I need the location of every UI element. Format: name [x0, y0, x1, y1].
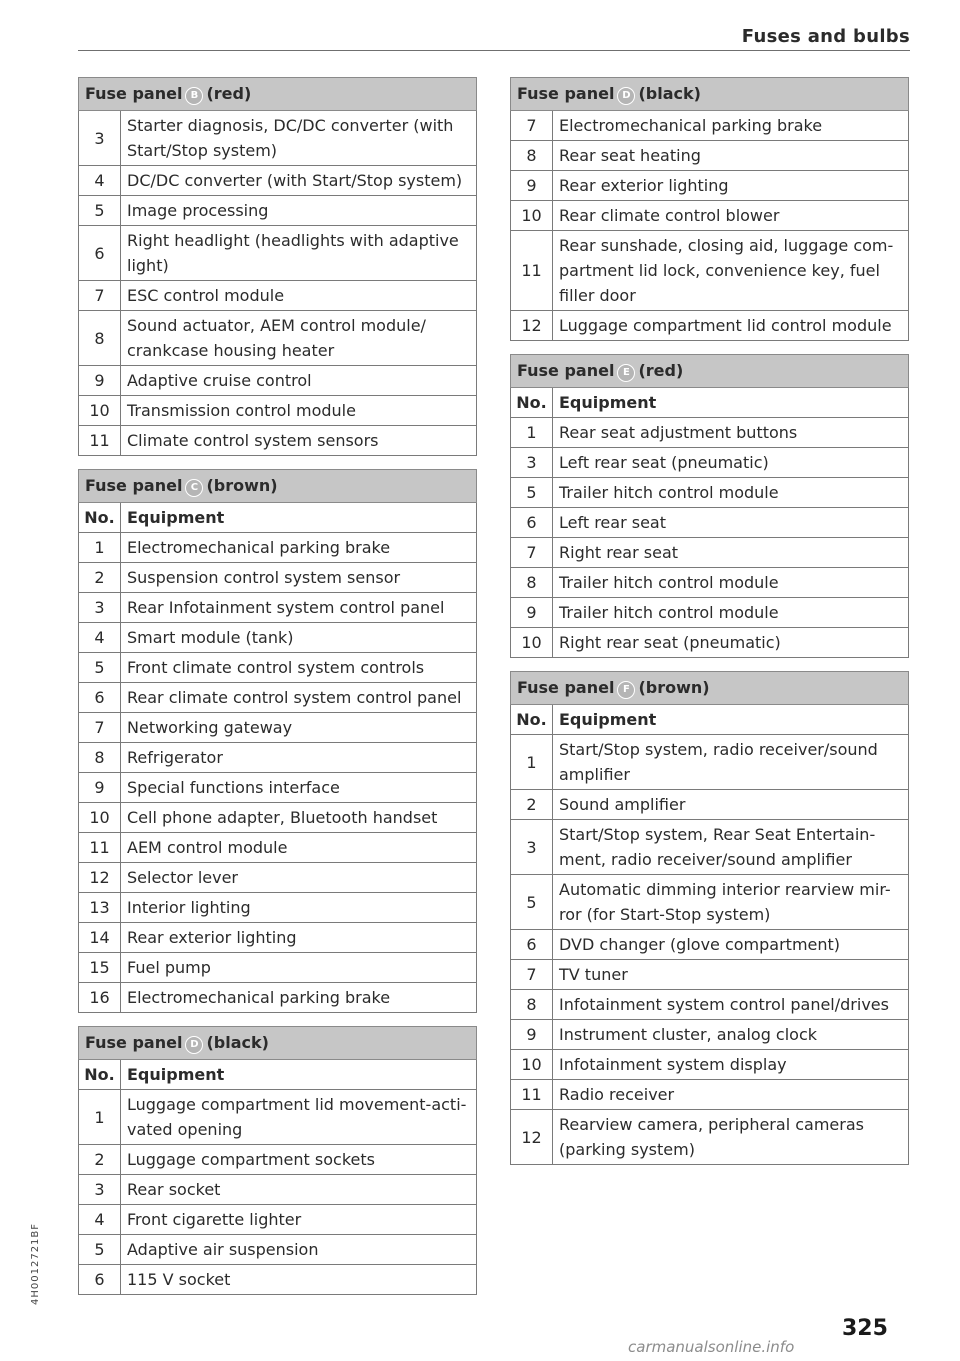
- table-row: [511, 478, 909, 508]
- table-row: [79, 1090, 477, 1145]
- fuse-panel-d: [78, 1026, 477, 1295]
- table-row: [79, 426, 477, 456]
- fuse-number: 4: [79, 623, 121, 653]
- table-row: [79, 983, 477, 1013]
- fuse-equipment: Interior lighting: [121, 893, 477, 923]
- fuse-number: 3: [79, 593, 121, 623]
- panel-color-label: (red): [638, 361, 684, 380]
- fuse-number: 1: [511, 735, 553, 790]
- fuse-equipment: Start/Stop system, Rear Seat Entertain- ment, radio receiver/sound amplifier: [553, 820, 909, 875]
- table-row: [79, 773, 477, 803]
- table-row: [511, 1080, 909, 1110]
- fuse-equipment: Fuel pump: [121, 953, 477, 983]
- fuse-equipment: Luggage compartment lid control module: [553, 311, 909, 341]
- fuse-panel-e: [510, 354, 909, 658]
- table-row: [511, 790, 909, 820]
- fuse-number: 1: [511, 418, 553, 448]
- fuse-equipment: Infotainment system display: [553, 1050, 909, 1080]
- panel-title-row: [511, 672, 909, 705]
- fuse-equipment: Front cigarette lighter: [121, 1205, 477, 1235]
- fuse-equipment: Image processing: [121, 196, 477, 226]
- fuse-number: 5: [79, 196, 121, 226]
- left-column: [78, 77, 477, 1308]
- fuse-equipment: Trailer hitch control module: [553, 598, 909, 628]
- panel-title-prefix: Fuse panel: [517, 84, 615, 103]
- fuse-equipment: Rear exterior lighting: [121, 923, 477, 953]
- fuse-equipment: Start/Stop system, radio receiver/sound amplifier: [553, 735, 909, 790]
- table-row: [511, 231, 909, 311]
- fuse-number: 7: [511, 111, 553, 141]
- panel-title-row: [79, 1027, 477, 1060]
- panel-title-row: [511, 78, 909, 111]
- column-header-equipment: Equipment: [553, 388, 909, 418]
- table-row: [79, 593, 477, 623]
- fuse-equipment: Networking gateway: [121, 713, 477, 743]
- page-number: 325: [842, 1316, 888, 1341]
- fuse-number: 11: [511, 1080, 553, 1110]
- panel-title: [79, 1027, 477, 1060]
- panel-title-prefix: Fuse panel: [517, 678, 615, 697]
- fuse-number: 7: [79, 713, 121, 743]
- fuse-equipment: Climate control system sensors: [121, 426, 477, 456]
- table-row: [79, 396, 477, 426]
- fuse-equipment: Sound actuator, AEM control module/ crankcase housing heater: [121, 311, 477, 366]
- table-row: [79, 803, 477, 833]
- panel-title-prefix: Fuse panel: [85, 476, 183, 495]
- table-row: [511, 508, 909, 538]
- fuse-number: 15: [79, 953, 121, 983]
- column-header-row: [511, 388, 909, 418]
- table-row: [79, 166, 477, 196]
- fuse-equipment: Electromechanical parking brake: [121, 983, 477, 1013]
- table-row: [511, 820, 909, 875]
- fuse-equipment: Radio receiver: [553, 1080, 909, 1110]
- table-row: [79, 923, 477, 953]
- panel-title-row: [511, 355, 909, 388]
- fuse-table: [510, 77, 909, 341]
- panel-title-row: [79, 470, 477, 503]
- fuse-equipment: AEM control module: [121, 833, 477, 863]
- fuse-equipment: Adaptive cruise control: [121, 366, 477, 396]
- panel-color-label: (brown): [638, 678, 710, 697]
- fuse-table: [78, 469, 477, 1013]
- fuse-equipment: Cell phone adapter, Bluetooth handset: [121, 803, 477, 833]
- panel-letter-badge: E: [617, 364, 635, 382]
- fuse-equipment: Rear seat heating: [553, 141, 909, 171]
- fuse-number: 8: [511, 568, 553, 598]
- fuse-equipment: Infotainment system control panel/drives: [553, 990, 909, 1020]
- fuse-panel-c: [78, 469, 477, 1013]
- table-row: [79, 1265, 477, 1295]
- column-header-row: [79, 1060, 477, 1090]
- panel-title: [79, 470, 477, 503]
- section-title: Fuses and bulbs: [741, 26, 910, 47]
- fuse-equipment: DC/DC converter (with Start/Stop system): [121, 166, 477, 196]
- fuse-panel-b: [78, 77, 477, 456]
- panel-color-label: (brown): [206, 476, 278, 495]
- fuse-number: 12: [79, 863, 121, 893]
- fuse-number: 6: [79, 1265, 121, 1295]
- fuse-equipment: Starter diagnosis, DC/DC converter (with Start/Stop system): [121, 111, 477, 166]
- fuse-number: 3: [511, 820, 553, 875]
- fuse-number: 1: [79, 533, 121, 563]
- table-row: [79, 226, 477, 281]
- fuse-equipment: Rearview camera, peripheral cameras (parking system): [553, 1110, 909, 1165]
- panel-title: [511, 355, 909, 388]
- table-row: [511, 875, 909, 930]
- panel-color-label: (black): [638, 84, 701, 103]
- table-row: [511, 735, 909, 790]
- fuse-number: 6: [79, 683, 121, 713]
- panel-title-prefix: Fuse panel: [85, 84, 183, 103]
- table-row: [511, 141, 909, 171]
- panel-letter-badge: D: [617, 87, 635, 105]
- right-column: [510, 77, 909, 1178]
- fuse-equipment: Special functions interface: [121, 773, 477, 803]
- fuse-equipment: Sound amplifier: [553, 790, 909, 820]
- fuse-number: 6: [511, 508, 553, 538]
- table-row: [79, 893, 477, 923]
- table-row: [511, 201, 909, 231]
- fuse-equipment: Left rear seat (pneumatic): [553, 448, 909, 478]
- panel-title: [79, 78, 477, 111]
- column-header-equipment: Equipment: [121, 1060, 477, 1090]
- fuse-number: 3: [79, 111, 121, 166]
- fuse-equipment: Smart module (tank): [121, 623, 477, 653]
- table-row: [511, 538, 909, 568]
- fuse-number: 1: [79, 1090, 121, 1145]
- fuse-number: 7: [79, 281, 121, 311]
- fuse-number: 10: [79, 803, 121, 833]
- fuse-number: 5: [79, 653, 121, 683]
- fuse-number: 10: [511, 201, 553, 231]
- table-row: [79, 863, 477, 893]
- column-header-row: [511, 705, 909, 735]
- fuse-equipment: Suspension control system sensor: [121, 563, 477, 593]
- panel-letter-badge: C: [185, 479, 203, 497]
- table-row: [79, 623, 477, 653]
- fuse-panel-d: [510, 77, 909, 341]
- column-header-no: No.: [79, 503, 121, 533]
- fuse-number: 2: [511, 790, 553, 820]
- fuse-equipment: Refrigerator: [121, 743, 477, 773]
- table-row: [79, 563, 477, 593]
- watermark: carmanualsonline.info: [628, 1338, 795, 1356]
- fuse-equipment: Left rear seat: [553, 508, 909, 538]
- fuse-equipment: DVD changer (glove compartment): [553, 930, 909, 960]
- fuse-table: [510, 354, 909, 658]
- table-row: [511, 1020, 909, 1050]
- fuse-number: 8: [79, 311, 121, 366]
- fuse-number: 5: [511, 478, 553, 508]
- fuse-number: 11: [79, 833, 121, 863]
- table-row: [79, 653, 477, 683]
- fuse-number: 10: [511, 628, 553, 658]
- fuse-number: 12: [511, 311, 553, 341]
- panel-letter-badge: B: [185, 87, 203, 105]
- fuse-equipment: Rear climate control blower: [553, 201, 909, 231]
- table-row: [79, 713, 477, 743]
- fuse-number: 14: [79, 923, 121, 953]
- table-row: [511, 1110, 909, 1165]
- fuse-number: 11: [79, 426, 121, 456]
- table-row: [79, 111, 477, 166]
- column-header-no: No.: [79, 1060, 121, 1090]
- fuse-number: 9: [79, 366, 121, 396]
- fuse-equipment: Adaptive air suspension: [121, 1235, 477, 1265]
- fuse-number: 9: [511, 1020, 553, 1050]
- table-row: [79, 311, 477, 366]
- table-row: [511, 1050, 909, 1080]
- panel-title-prefix: Fuse panel: [517, 361, 615, 380]
- fuse-equipment: 115 V socket: [121, 1265, 477, 1295]
- table-row: [511, 598, 909, 628]
- fuse-table: [78, 1026, 477, 1295]
- table-row: [511, 311, 909, 341]
- fuse-number: 9: [511, 171, 553, 201]
- column-header-equipment: Equipment: [553, 705, 909, 735]
- fuse-equipment: Rear seat adjustment buttons: [553, 418, 909, 448]
- fuse-number: 16: [79, 983, 121, 1013]
- table-row: [79, 953, 477, 983]
- panel-letter-badge: D: [185, 1036, 203, 1054]
- panel-title: [511, 78, 909, 111]
- table-row: [511, 111, 909, 141]
- fuse-equipment: ESC control module: [121, 281, 477, 311]
- column-header-no: No.: [511, 388, 553, 418]
- column-header-equipment: Equipment: [121, 503, 477, 533]
- document-code: 4H0012721BF: [30, 1222, 41, 1305]
- panel-color-label: (red): [206, 84, 252, 103]
- fuse-number: 10: [511, 1050, 553, 1080]
- fuse-equipment: Right rear seat (pneumatic): [553, 628, 909, 658]
- fuse-equipment: Right rear seat: [553, 538, 909, 568]
- table-row: [511, 990, 909, 1020]
- table-row: [79, 196, 477, 226]
- table-row: [79, 533, 477, 563]
- table-row: [79, 683, 477, 713]
- table-row: [79, 1145, 477, 1175]
- fuse-equipment: Trailer hitch control module: [553, 478, 909, 508]
- fuse-number: 5: [511, 875, 553, 930]
- fuse-number: 9: [511, 598, 553, 628]
- fuse-equipment: Transmission control module: [121, 396, 477, 426]
- fuse-number: 8: [511, 141, 553, 171]
- fuse-number: 3: [79, 1175, 121, 1205]
- fuse-number: 8: [511, 990, 553, 1020]
- fuse-equipment: Rear climate control system control panel: [121, 683, 477, 713]
- column-header-no: No.: [511, 705, 553, 735]
- fuse-number: 5: [79, 1235, 121, 1265]
- fuse-number: 7: [511, 960, 553, 990]
- table-row: [79, 833, 477, 863]
- fuse-equipment: Trailer hitch control module: [553, 568, 909, 598]
- table-row: [511, 960, 909, 990]
- fuse-number: 3: [511, 448, 553, 478]
- fuse-equipment: Selector lever: [121, 863, 477, 893]
- panel-title: [511, 672, 909, 705]
- table-row: [79, 281, 477, 311]
- fuse-equipment: Front climate control system controls: [121, 653, 477, 683]
- panel-title-prefix: Fuse panel: [85, 1033, 183, 1052]
- fuse-table: [78, 77, 477, 456]
- table-row: [79, 743, 477, 773]
- fuse-equipment: Rear socket: [121, 1175, 477, 1205]
- panel-color-label: (black): [206, 1033, 269, 1052]
- fuse-number: 6: [79, 226, 121, 281]
- fuse-equipment: Rear sunshade, closing aid, luggage com- partment lid lock, convenience key, fuel filler door: [553, 231, 909, 311]
- fuse-equipment: Electromechanical parking brake: [121, 533, 477, 563]
- fuse-number: 9: [79, 773, 121, 803]
- fuse-number: 4: [79, 1205, 121, 1235]
- table-row: [511, 171, 909, 201]
- fuse-number: 2: [79, 563, 121, 593]
- fuse-equipment: Right headlight (headlights with adaptive light): [121, 226, 477, 281]
- fuse-table: [510, 671, 909, 1165]
- fuse-number: 6: [511, 930, 553, 960]
- table-row: [511, 448, 909, 478]
- table-row: [79, 1175, 477, 1205]
- fuse-equipment: Electromechanical parking brake: [553, 111, 909, 141]
- column-header-row: [79, 503, 477, 533]
- fuse-number: 10: [79, 396, 121, 426]
- table-row: [79, 1205, 477, 1235]
- table-row: [511, 418, 909, 448]
- fuse-number: 11: [511, 231, 553, 311]
- table-row: [79, 1235, 477, 1265]
- panel-title-row: [79, 78, 477, 111]
- fuse-number: 12: [511, 1110, 553, 1165]
- fuse-number: 13: [79, 893, 121, 923]
- fuse-equipment: Luggage compartment lid movement-acti- vated opening: [121, 1090, 477, 1145]
- fuse-number: 4: [79, 166, 121, 196]
- fuse-number: 2: [79, 1145, 121, 1175]
- fuse-equipment: Instrument cluster, analog clock: [553, 1020, 909, 1050]
- fuse-number: 7: [511, 538, 553, 568]
- table-row: [511, 628, 909, 658]
- header-rule: [78, 50, 910, 51]
- table-row: [511, 930, 909, 960]
- panel-letter-badge: F: [617, 681, 635, 699]
- fuse-equipment: Automatic dimming interior rearview mir- ror (for Start-Stop system): [553, 875, 909, 930]
- table-row: [511, 568, 909, 598]
- fuse-equipment: TV tuner: [553, 960, 909, 990]
- fuse-equipment: Rear Infotainment system control panel: [121, 593, 477, 623]
- fuse-equipment: Luggage compartment sockets: [121, 1145, 477, 1175]
- table-row: [79, 366, 477, 396]
- fuse-panel-f: [510, 671, 909, 1165]
- fuse-equipment: Rear exterior lighting: [553, 171, 909, 201]
- fuse-number: 8: [79, 743, 121, 773]
